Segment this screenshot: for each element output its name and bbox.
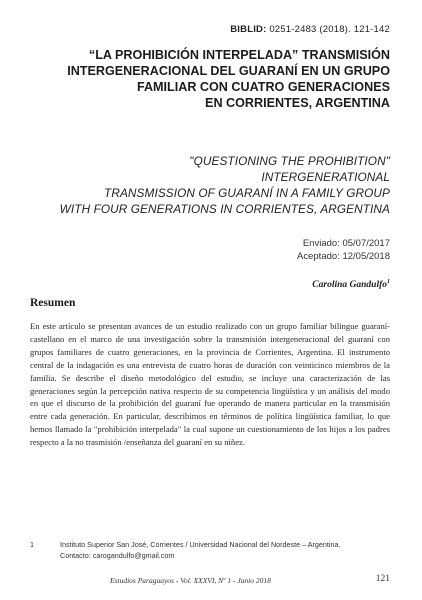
footnote-text: [60, 540, 390, 561]
footnote-number: 1: [30, 540, 34, 549]
author-name: [312, 279, 390, 290]
submission-dates: [297, 238, 390, 263]
footnote-affiliation: Instituto Superior San José, Corrientes / Universidad Nacional del Nordeste – Argentina.: [60, 540, 341, 549]
date-sent: Enviado: 05/07/2017: [302, 238, 390, 249]
page-number: 121: [375, 574, 390, 584]
title-english: [10, 153, 390, 217]
biblid-value: 0251-2483 (2018). 121-142: [269, 24, 390, 35]
abstract-body: En este artículo se presentan avances de un estudio realizado con un grupo familiar bilingue guaraní-castellano en el marco de una investigación sobre la transmisión intergeneracional del guaraní con grupos familiares de cuatro generaciones, en la provincia de Corrientes, Argentina. El instrumento central de la indagación es una entrevista de cuatro horas de duración con veinticinco miembros de la familia. Se describe el diseño metodológico del estudio, se incluye una caracterización de las generaciones según la percepción nativa respecto de su competencia lingüística y un análisis del modo en que el discurso de la prohibición del guaraní fue operando de manera particular en la transmisión entre cada generación. En particular, describimos en términos de política lingüística familiar, lo que hemos llamado la "prohibición interpelada" la cual supone un cuestionamiento de los hijos a los padres respecto a la no trasmisión /enseñanza del guaraní en su niñez.: [30, 321, 390, 448]
title-en-line: "QUESTIONING THE PROHIBITION": [189, 154, 390, 168]
title-es-line: EN CORRIENTES, ARGENTINA: [205, 96, 390, 110]
title-spanish: [10, 47, 390, 111]
journal-citation: Estudios Paraguayos - Vol. XXXVI, Nº 1 - Junio 2018: [110, 576, 271, 585]
author-footnote-mark: 1: [387, 279, 390, 285]
title-es-line: FAMILIAR CON CUATRO GENERACIONES: [136, 80, 390, 94]
title-en-line: INTERGENERATIONAL: [261, 170, 390, 184]
biblid-reference: [230, 24, 390, 35]
date-accepted: Aceptado: 12/05/2018: [297, 250, 390, 262]
title-en-line: WITH FOUR GENERATIONS IN CORRIENTES, ARGENTINA: [59, 202, 390, 216]
abstract-heading: Resumen: [30, 297, 76, 309]
title-en-line: TRANSMISSION OF GUARANÍ IN A FAMILY GROUP: [104, 186, 390, 200]
footnote: [30, 540, 390, 561]
biblid-label: BIBLID:: [230, 24, 267, 35]
author-name-text: Carolina Gandulfo: [312, 280, 387, 291]
title-es-line: INTERGENERACIONAL DEL GUARANÍ EN UN GRUPO: [67, 64, 390, 78]
title-es-line: “LA PROHIBICIÓN INTERPELADA” TRANSMISIÓN: [88, 48, 390, 62]
footnote-contact: Contacto: carogandulfo@gmail.com: [60, 550, 175, 560]
